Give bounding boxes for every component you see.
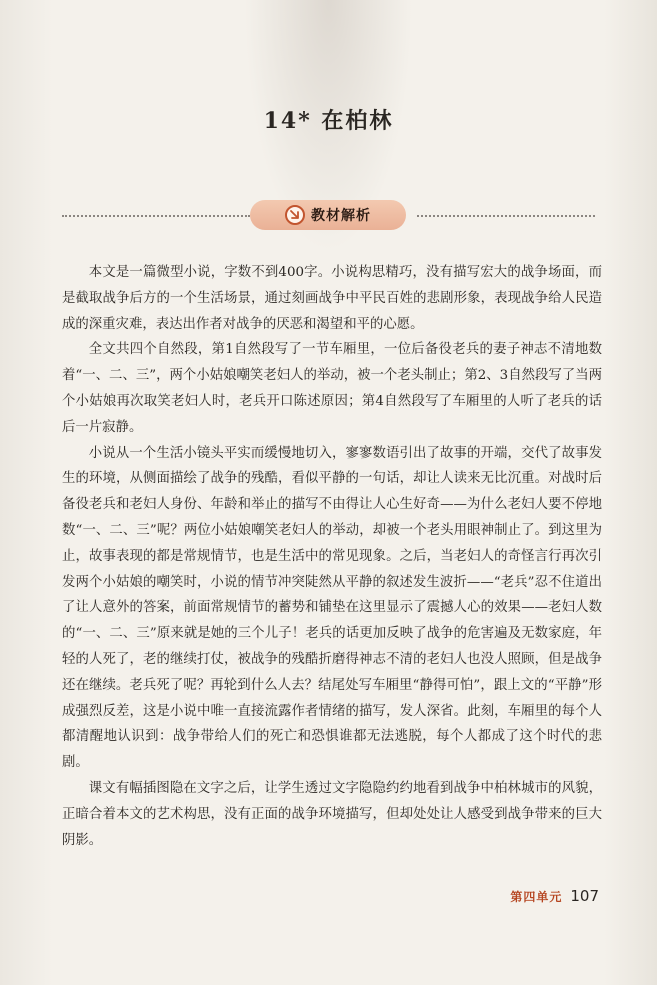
- paragraph: 小说从一个生活小镜头平实而缓慢地切入，寥寥数语引出了故事的开端，交代了故事发生的环境，从侧面描绘了战争的残酷，看似平静的一句话，却让人读来无比沉重。对战时后备役老兵和老妇人身份、年龄和举止的描写不由得让人心生好奇——为什么老妇人要不停地数“一、二、三”呢？两位小姑娘嘲笑老妇人的举动，却被一个老头用眼神制止了。到这里为止，故事表现的都是常规情节，也是生活中的常见现象。之后，当老妇人的奇怪言行再次引发两个小姑娘的嘲笑时，小说的情节冲突陡然从平静的叙述发生波折——“老兵”忍不住道出了让人意外的答案，前面常规情节的蓄势和铺垫在这里显示了震撼人心的效果——老妇人数的“一、二、三”原来就是她的三个儿子！老兵的话更加反映了战争的危害遍及无数家庭，年轻的人死了，老的继续打仗，被战争的残酷折磨得神志不清的老妇人也没人照顾，但是战争还在继续。老兵死了呢？再轮到什么人去？结尾处写车厢里“静得可怕”，跟上文的“平静”形成强烈反差，这是小说中唯一直接流露作者情绪的描写，发人深省。此刻，车厢里的每个人都清醒地认识到：战争带给人们的死亡和恐惧谁都无法逃脱，每个人都成了这个时代的悲剧。: [62, 445, 602, 771]
- analysis-body: [62, 260, 602, 853]
- section-header: [62, 200, 595, 232]
- paragraph: 全文共四个自然段，第1自然段写了一节车厢里，一位后备役老兵的妻子神志不清地数着“一、二、三”，两个小姑娘嘲笑老妇人的举动，被一个老头制止；第2、3自然段写了当两个小姑娘再次取笑老妇人时，老兵开口陈述原因；第4自然段写了车厢里的人听了老兵的话后一片寂静。: [62, 342, 602, 435]
- page-footer: [510, 887, 599, 905]
- lesson-title: 14* 在柏林: [263, 108, 394, 134]
- arrow-down-right-icon: [285, 205, 305, 225]
- paragraph: 课文有幅插图隐在文字之后，让学生透过文字隐隐约约地看到战争中柏林城市的风貌，正暗合着本文的艺术构思，没有正面的战争环境描写，但却处处让人感受到战争带来的巨大阴影。: [62, 780, 602, 848]
- paragraph: 本文是一篇微型小说，字数不到400字。小说构思精巧，没有描写宏大的战争场面，而是截取战争后方的一个生活场景，通过刻画战争中平民百姓的悲剧形象，表现战争给人民造成的深重灾难，表达出作者对战争的厌恶和渴望和平的心愿。: [62, 265, 602, 332]
- dotted-divider-right: [417, 215, 595, 217]
- dotted-divider-left: [62, 215, 250, 217]
- section-badge: [250, 200, 406, 230]
- unit-label: 第四单元: [510, 890, 563, 904]
- page-number: 107: [570, 887, 599, 905]
- section-label: 教材解析: [311, 208, 371, 224]
